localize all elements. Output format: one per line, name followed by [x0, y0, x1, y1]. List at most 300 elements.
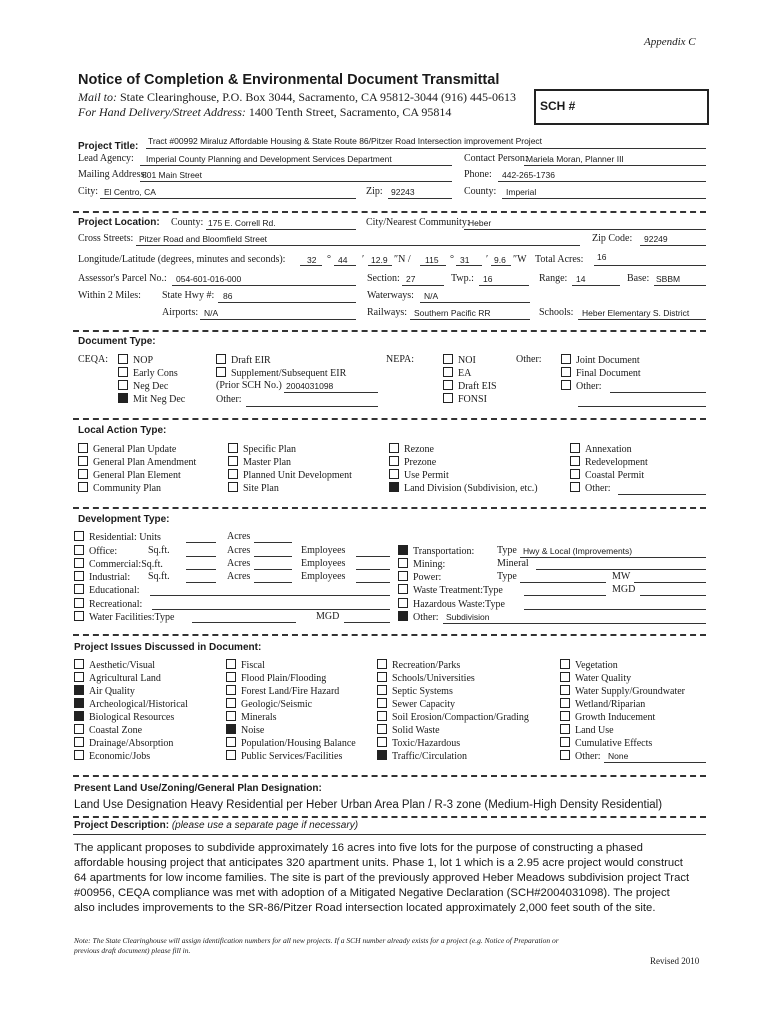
checkbox[interactable]	[74, 737, 84, 747]
ceqa-other-label: Other:	[216, 394, 242, 405]
airports-value[interactable]: N/A	[204, 308, 219, 318]
base-value[interactable]: SBBM	[656, 274, 681, 284]
dev-recreational[interactable]	[74, 598, 142, 610]
local-text: Other:	[585, 483, 611, 494]
local-text: General Plan Update	[93, 444, 177, 455]
description-line: affordable housing project that anticipates 320 apartment units. Phase 1, lot 1 which is a 2.95 acre project would construct	[74, 857, 683, 869]
dev-text: Recreational:	[89, 599, 143, 610]
checkbox[interactable]	[389, 469, 399, 479]
zip-code-value[interactable]: 92249	[644, 234, 668, 244]
checkbox[interactable]	[74, 750, 84, 760]
issue-air-quality[interactable]	[74, 685, 135, 697]
checkbox[interactable]	[377, 711, 387, 721]
dev-mineral-label: Mineral	[497, 558, 529, 569]
project-title-label: Project Title:	[78, 141, 139, 152]
local-text: Redevelopment	[585, 457, 648, 468]
checkbox[interactable]	[228, 443, 238, 453]
mail-to-line	[78, 90, 516, 105]
dev-text: Commercial:Sq.ft.	[89, 559, 163, 570]
lead-agency-label: Lead Agency:	[78, 153, 134, 164]
description-line: The applicant proposes to subdivide approximately 16 acres into five lots for the purpose of constructing a phased	[74, 842, 643, 854]
checkbox[interactable]	[570, 443, 580, 453]
local-text: Community Plan	[93, 483, 162, 494]
issue-forest[interactable]	[226, 685, 339, 697]
development-type-heading: Development Type:	[78, 514, 170, 525]
hand-delivery-line	[78, 105, 451, 120]
nearest-community-label: City/Nearest Community:	[366, 217, 470, 228]
checkbox-checked[interactable]	[398, 611, 408, 621]
draft-eis-text: Draft EIS	[458, 381, 497, 392]
checkbox[interactable]	[443, 393, 453, 403]
local-other[interactable]	[570, 482, 611, 494]
dev-type-label: Type	[497, 571, 517, 582]
checkbox[interactable]	[389, 456, 399, 466]
project-title-value[interactable]: Tract #00992 Miraluz Affordable Housing & State Route 86/Pitzer Road Intersection improvement Project	[148, 136, 543, 146]
lon-degrees[interactable]: 115	[425, 255, 439, 265]
waterways-label: Waterways:	[367, 290, 414, 301]
railways-label: Railways:	[367, 307, 407, 318]
ceqa-early-cons[interactable]	[118, 367, 178, 379]
checkbox[interactable]	[74, 659, 84, 669]
north-label: ″N /	[394, 254, 411, 265]
checkbox[interactable]	[226, 672, 236, 682]
draft-eir-text: Draft EIR	[231, 355, 271, 366]
issue-biological[interactable]	[74, 711, 174, 723]
appendix-label: Appendix C	[644, 36, 696, 48]
checkbox[interactable]	[443, 367, 453, 377]
checkbox[interactable]	[377, 659, 387, 669]
local-prezone[interactable]	[389, 456, 436, 468]
issue-text: Wetland/Riparian	[575, 699, 646, 710]
issue-text: Economic/Jobs	[89, 751, 151, 762]
issue-text: Land Use	[575, 725, 614, 736]
twp-value[interactable]: 16	[483, 274, 493, 284]
issue-text: Agricultural Land	[89, 673, 161, 684]
checkbox[interactable]	[228, 456, 238, 466]
dev-text: Power:	[413, 572, 442, 583]
local-coastal-permit[interactable]	[570, 469, 644, 481]
issue-text: Recreation/Parks	[392, 660, 461, 671]
issue-geologic[interactable]	[226, 698, 312, 710]
hand-delivery-address: 1400 Tenth Street, Sacramento, CA 95814	[248, 105, 452, 119]
dev-acres-label: Acres	[227, 531, 251, 542]
checkbox[interactable]	[398, 558, 408, 568]
ceqa-mit-neg-dec[interactable]	[118, 393, 185, 405]
checkbox[interactable]	[74, 571, 84, 581]
nepa-label: NEPA:	[386, 354, 414, 365]
contact-person-value[interactable]: Mariela Moran, Planner III	[526, 154, 624, 164]
checkbox-checked[interactable]	[377, 750, 387, 760]
lon-seconds[interactable]: 9.6	[494, 255, 506, 265]
checkbox[interactable]	[78, 469, 88, 479]
checkbox[interactable]	[74, 545, 84, 555]
issue-text: Schools/Universities	[392, 673, 475, 684]
issue-text: Traffic/Circulation	[392, 751, 467, 762]
phone-label: Phone:	[464, 169, 492, 180]
project-issues-heading: Project Issues Discussed in Document:	[74, 642, 262, 653]
checkbox[interactable]	[377, 685, 387, 695]
checkbox[interactable]	[226, 750, 236, 760]
checkbox[interactable]	[443, 380, 453, 390]
total-acres-value[interactable]: 16	[597, 252, 607, 262]
dev-other[interactable]	[398, 611, 439, 623]
nepa-draft-eis[interactable]	[443, 380, 497, 392]
checkbox[interactable]	[398, 571, 408, 581]
issue-text: Toxic/Hazardous	[392, 738, 461, 749]
checkbox[interactable]	[560, 737, 570, 747]
checkbox-checked[interactable]	[74, 711, 84, 721]
dev-residential[interactable]	[74, 531, 161, 543]
noi-text: NOI	[458, 355, 476, 366]
checkbox[interactable]	[78, 482, 88, 492]
dev-text: Educational:	[89, 585, 140, 596]
dev-mgd-label: MGD	[316, 611, 340, 622]
issue-cumulative[interactable]	[560, 737, 652, 749]
dev-employees-label: Employees	[301, 558, 346, 569]
dev-type-label: Type	[497, 545, 517, 556]
dev-text: Residential: Units	[89, 532, 161, 543]
checkbox-checked[interactable]	[226, 724, 236, 734]
checkbox[interactable]	[226, 698, 236, 708]
checkbox[interactable]	[226, 711, 236, 721]
mail-to-address: State Clearinghouse, P.O. Box 3044, Sacramento, CA 95812-3044 (916) 445-0613	[120, 90, 516, 104]
project-title-row	[78, 136, 138, 154]
lat-min-symbol: ′	[362, 254, 365, 265]
zip-value[interactable]: 92243	[391, 187, 415, 197]
ceqa-draft-eir[interactable]	[216, 354, 271, 366]
checkbox[interactable]	[118, 367, 128, 377]
dev-text: Hazardous Waste:Type	[413, 599, 505, 610]
lat-seconds[interactable]: 12.9	[371, 255, 388, 265]
issue-text: Population/Housing Balance	[241, 738, 356, 749]
issue-septic[interactable]	[377, 685, 453, 697]
other-document[interactable]	[561, 380, 602, 392]
railways-value[interactable]: Southern Pacific RR	[414, 308, 491, 318]
state-hwy-label: State Hwy #:	[162, 290, 215, 301]
issue-population[interactable]	[226, 737, 356, 749]
parcel-label: Assessor's Parcel No.:	[78, 273, 167, 284]
issue-archeological[interactable]	[74, 698, 188, 710]
location-county-value[interactable]: 175 E. Correll Rd.	[208, 218, 276, 228]
dev-sqft-label: Sq.ft.	[148, 545, 170, 556]
dev-water-facilities[interactable]	[74, 611, 174, 623]
lat-minutes[interactable]: 44	[338, 255, 348, 265]
issue-water-supply[interactable]	[560, 685, 685, 697]
checkbox[interactable]	[74, 584, 84, 594]
land-use-heading: Present Land Use/Zoning/General Plan Designation:	[74, 783, 322, 794]
section-value[interactable]: 27	[406, 274, 416, 284]
local-annexation[interactable]	[570, 443, 632, 455]
issue-fiscal[interactable]	[226, 659, 265, 671]
issue-text: Drainage/Absorption	[89, 738, 174, 749]
lon-min-symbol: ′	[486, 254, 489, 265]
nepa-ea[interactable]	[443, 367, 471, 379]
issue-text: Water Supply/Groundwater	[575, 686, 685, 697]
dev-other-value[interactable]: Subdivision	[446, 612, 490, 622]
parcel-value[interactable]: 054-601-016-000	[176, 274, 242, 284]
location-county-label: County:	[171, 217, 204, 228]
airports-label: Airports:	[162, 307, 199, 318]
hand-delivery-label: For Hand Delivery/Street Address:	[78, 105, 246, 119]
local-rezone[interactable]	[389, 443, 434, 455]
dev-educational[interactable]	[74, 584, 140, 596]
checkbox[interactable]	[570, 456, 580, 466]
issue-economic[interactable]	[74, 750, 150, 762]
dev-sqft-label: Sq.ft.	[148, 571, 170, 582]
waterways-value[interactable]: N/A	[424, 291, 439, 301]
checkbox-checked[interactable]	[389, 482, 399, 492]
checkbox-checked[interactable]	[118, 393, 128, 403]
issue-coastal[interactable]	[74, 724, 142, 736]
dev-mgd-label: MGD	[612, 584, 636, 595]
county-label: County:	[464, 186, 497, 197]
local-use-permit[interactable]	[389, 469, 449, 481]
base-label: Base:	[627, 273, 650, 284]
dev-text: Waste Treatment:Type	[413, 585, 503, 596]
local-text: Land Division (Subdivision, etc.)	[404, 483, 538, 494]
nepa-fonsi[interactable]	[443, 393, 487, 405]
local-gp-update[interactable]	[78, 443, 176, 455]
checkbox[interactable]	[398, 598, 408, 608]
final-text: Final Document	[576, 368, 641, 379]
local-gp-amendment[interactable]	[78, 456, 196, 468]
local-gp-element[interactable]	[78, 469, 181, 481]
issue-schools[interactable]	[377, 672, 475, 684]
issue-solid-waste[interactable]	[377, 724, 440, 736]
dev-employees-label: Employees	[301, 545, 346, 556]
checkbox[interactable]	[216, 354, 226, 364]
prior-sch-label: (Prior SCH No.)	[216, 380, 282, 391]
zip-code-label: Zip Code:	[592, 233, 633, 244]
issue-aesthetic[interactable]	[74, 659, 155, 671]
issue-minerals[interactable]	[226, 711, 277, 723]
checkbox[interactable]	[74, 611, 84, 621]
issue-recreation[interactable]	[377, 659, 460, 671]
issue-text: Flood Plain/Flooding	[241, 673, 327, 684]
local-text: Rezone	[404, 444, 434, 455]
description-line: also includes improvements to the SR-86/Pitzer Road intersection located approximately 2,000 feet south of the site.	[74, 902, 656, 914]
dev-hazardous-waste[interactable]	[398, 598, 505, 610]
checkbox-checked[interactable]	[398, 545, 408, 555]
footnote-line: Note: The State Clearinghouse will assign identification numbers for all new projects. If a SCH number already exists for a project (e.g. Notice of Preparation or	[74, 936, 559, 945]
checkbox-checked[interactable]	[74, 698, 84, 708]
issue-agricultural[interactable]	[74, 672, 161, 684]
issue-water-quality[interactable]	[560, 672, 631, 684]
checkbox[interactable]	[226, 659, 236, 669]
description-line: #00956, CEQA compliance was met with adoption of a Mitigated Negative Declaration (SCH#2004031098). The project	[74, 887, 670, 899]
checkbox[interactable]	[377, 724, 387, 734]
lead-agency-value[interactable]: Imperial County Planning and Development Services Department	[146, 154, 392, 164]
section-label: Section:	[367, 273, 400, 284]
prior-sch-value[interactable]: 2004031098	[286, 381, 334, 391]
issue-noise[interactable]	[226, 724, 264, 736]
local-text: Site Plan	[243, 483, 279, 494]
checkbox[interactable]	[118, 380, 128, 390]
local-master-plan[interactable]	[228, 456, 291, 468]
local-text: Master Plan	[243, 457, 292, 468]
footnote	[74, 936, 559, 956]
nepa-noi[interactable]	[443, 354, 476, 366]
checkbox[interactable]	[443, 354, 453, 364]
nearest-community-value[interactable]: Heber	[468, 218, 492, 228]
city-value[interactable]: El Centro, CA	[104, 187, 156, 197]
local-land-division[interactable]	[389, 482, 538, 494]
checkbox-checked[interactable]	[74, 685, 84, 695]
range-value[interactable]: 14	[576, 274, 586, 284]
checkbox[interactable]	[560, 724, 570, 734]
checkbox[interactable]	[74, 724, 84, 734]
county-value[interactable]: Imperial	[506, 187, 537, 197]
mailing-address-label: Mailing Address:	[78, 169, 148, 180]
issue-text: Noise	[241, 725, 265, 736]
checkbox[interactable]	[560, 698, 570, 708]
checkbox[interactable]	[377, 698, 387, 708]
project-description-body[interactable]	[74, 841, 689, 916]
checkbox[interactable]	[74, 531, 84, 541]
local-text: Specific Plan	[243, 444, 297, 455]
local-community-plan[interactable]	[78, 482, 161, 494]
checkbox[interactable]	[74, 672, 84, 682]
land-use-value[interactable]: Land Use Designation Heavy Residential per Heber Urban Area Plan / R-3 zone (Medium-High Density Residential)	[74, 799, 663, 811]
city-label: City:	[78, 186, 99, 197]
dev-mw-label: MW	[612, 571, 631, 582]
footnote-line: previous draft document) please fill in.	[74, 946, 191, 955]
sch-number-box[interactable]	[534, 89, 709, 125]
dev-mining[interactable]	[398, 558, 445, 570]
ceqa-supplement-eir[interactable]	[216, 367, 346, 379]
issue-text: Sewer Capacity	[392, 699, 456, 710]
issue-flood[interactable]	[226, 672, 326, 684]
dev-acres-label: Acres	[227, 571, 251, 582]
dev-industrial[interactable]	[74, 571, 130, 583]
local-site-plan[interactable]	[228, 482, 279, 494]
issue-text: Geologic/Seismic	[241, 699, 313, 710]
local-specific-plan[interactable]	[228, 443, 296, 455]
issue-wetland[interactable]	[560, 698, 645, 710]
dev-power[interactable]	[398, 571, 441, 583]
checkbox[interactable]	[226, 685, 236, 695]
issue-growth[interactable]	[560, 711, 655, 723]
checkbox[interactable]	[560, 672, 570, 682]
issue-text: Minerals	[241, 712, 277, 723]
issue-public-services[interactable]	[226, 750, 342, 762]
issue-text: Soil Erosion/Compaction/Grading	[392, 712, 529, 723]
lat-degrees[interactable]: 32	[307, 255, 317, 265]
transportation-type-value[interactable]: Hwy & Local (Improvements)	[523, 546, 633, 556]
checkbox[interactable]	[560, 659, 570, 669]
dev-office[interactable]	[74, 545, 117, 557]
dev-transportation[interactable]	[398, 545, 474, 557]
dev-text: Mining:	[413, 559, 446, 570]
dev-text: Water Facilities:Type	[89, 612, 175, 623]
issue-vegetation[interactable]	[560, 659, 618, 671]
dev-commercial[interactable]	[74, 558, 163, 570]
checkbox[interactable]	[570, 469, 580, 479]
checkbox[interactable]	[228, 482, 238, 492]
twp-label: Twp.:	[451, 273, 474, 284]
project-description-note: (please use a separate page if necessary)	[171, 820, 359, 831]
checkbox[interactable]	[78, 456, 88, 466]
checkbox[interactable]	[561, 354, 571, 364]
form-title: Notice of Completion & Environmental Document Transmittal	[78, 72, 500, 88]
checkbox[interactable]	[398, 584, 408, 594]
ceqa-nop[interactable]	[118, 354, 153, 366]
checkbox[interactable]	[226, 737, 236, 747]
checkbox[interactable]	[561, 367, 571, 377]
checkbox[interactable]	[216, 367, 226, 377]
early-cons-text: Early Cons	[133, 368, 178, 379]
cross-streets-value[interactable]: Pitzer Road and Bloomfield Street	[139, 234, 268, 244]
issue-other-value[interactable]: None	[608, 751, 629, 761]
issue-text: Vegetation	[575, 660, 618, 671]
mailing-address-value[interactable]: 801 Main Street	[142, 170, 203, 180]
issue-traffic[interactable]	[377, 750, 467, 762]
issue-text: Fiscal	[241, 660, 265, 671]
issue-text: Coastal Zone	[89, 725, 143, 736]
schools-value[interactable]: Heber Elementary S. District	[582, 308, 690, 318]
state-hwy-value[interactable]: 86	[223, 291, 233, 301]
checkbox[interactable]	[561, 380, 571, 390]
project-description-header	[74, 820, 358, 831]
checkbox[interactable]	[570, 482, 580, 492]
checkbox[interactable]	[560, 750, 570, 760]
other2-text: Other:	[576, 381, 602, 392]
checkbox[interactable]	[118, 354, 128, 364]
range-label: Range:	[539, 273, 568, 284]
schools-label: Schools:	[539, 307, 574, 318]
checkbox[interactable]	[78, 443, 88, 453]
dev-acres-label: Acres	[227, 558, 251, 569]
issue-drainage[interactable]	[74, 737, 173, 749]
project-location-label: Project Location:	[78, 217, 160, 228]
dev-text: Industrial:	[89, 572, 131, 583]
issue-toxic[interactable]	[377, 737, 460, 749]
checkbox[interactable]	[74, 598, 84, 608]
issue-text: Solid Waste	[392, 725, 440, 736]
dev-text: Office:	[89, 546, 118, 557]
issue-sewer[interactable]	[377, 698, 455, 710]
total-acres-label: Total Acres:	[535, 254, 584, 265]
joint-document[interactable]	[561, 354, 640, 366]
checkbox[interactable]	[389, 443, 399, 453]
phone-value[interactable]: 442-265-1736	[502, 170, 555, 180]
issue-land-use[interactable]	[560, 724, 614, 736]
checkbox[interactable]	[228, 469, 238, 479]
local-text: General Plan Element	[93, 470, 181, 481]
cross-streets-label: Cross Streets:	[78, 233, 134, 244]
issue-other[interactable]	[560, 750, 601, 762]
checkbox[interactable]	[560, 711, 570, 721]
local-redevelopment[interactable]	[570, 456, 648, 468]
issue-text: Water Quality	[575, 673, 632, 684]
local-pud[interactable]	[228, 469, 352, 481]
checkbox[interactable]	[74, 558, 84, 568]
lon-deg-symbol: °	[450, 254, 454, 265]
lat-deg-symbol: °	[327, 254, 331, 265]
checkbox[interactable]	[377, 672, 387, 682]
other-doc-label: Other:	[516, 354, 542, 365]
sch-label: SCH #	[540, 99, 576, 113]
checkbox[interactable]	[560, 685, 570, 695]
final-document[interactable]	[561, 367, 641, 379]
dev-waste-treatment[interactable]	[398, 584, 503, 596]
issue-soil-erosion[interactable]	[377, 711, 529, 723]
checkbox[interactable]	[377, 737, 387, 747]
ceqa-label: CEQA:	[78, 354, 108, 365]
ceqa-neg-dec[interactable]	[118, 380, 168, 392]
issue-text: Aesthetic/Visual	[89, 660, 156, 671]
lon-minutes[interactable]: 31	[460, 255, 470, 265]
